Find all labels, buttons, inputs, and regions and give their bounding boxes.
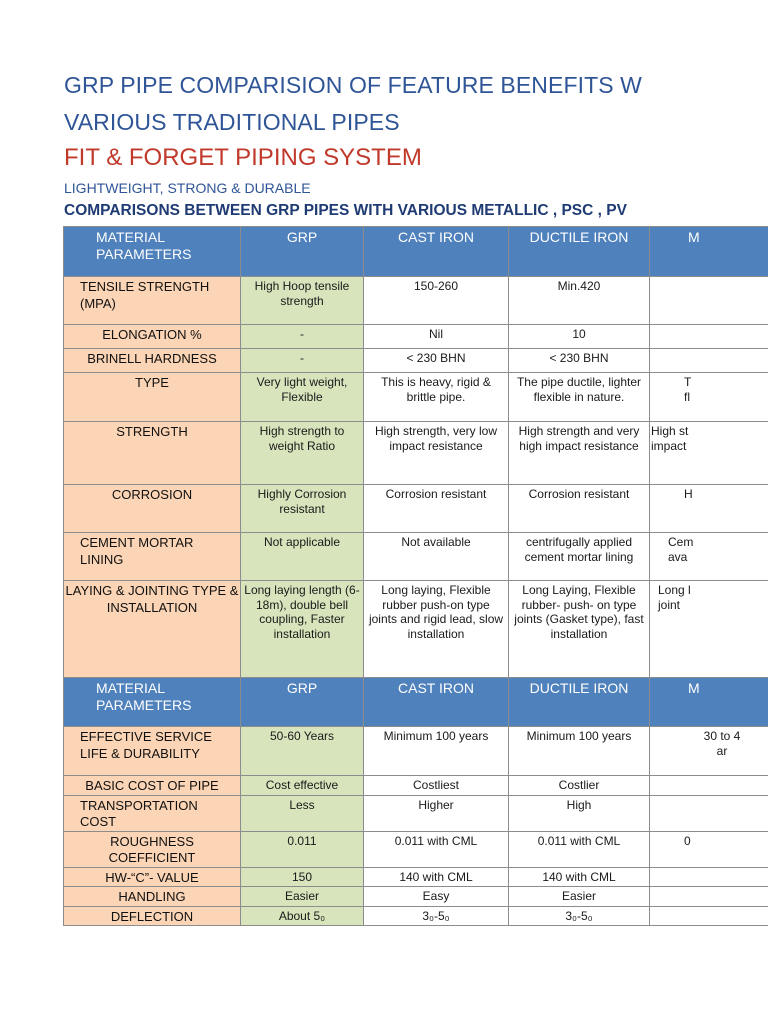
table-row <box>64 485 768 533</box>
cell-next: High st impact <box>650 422 768 485</box>
cell-ductile-iron: The pipe ductile, lighter flexible in nature. <box>509 373 650 422</box>
row-label: TYPE <box>64 373 241 422</box>
table-row <box>64 581 768 678</box>
comparison-table-wrapper <box>63 226 768 926</box>
cell-next: 0 <box>650 831 768 867</box>
table-header-row <box>64 227 768 277</box>
cell-next <box>650 795 768 831</box>
title-line-2: VARIOUS TRADITIONAL PIPES <box>64 109 400 135</box>
cell-ductile-iron: 10 <box>509 325 650 349</box>
row-label: BASIC COST OF PIPE <box>64 776 241 796</box>
cell-ductile-iron: High <box>509 795 650 831</box>
cell-grp: About 5₀ <box>241 906 364 926</box>
cell-cast-iron: < 230 BHN <box>364 349 509 373</box>
cell-grp: 150 <box>241 867 364 887</box>
row-label: ROUGHNESS COEFFICIENT <box>64 831 241 867</box>
cell-next: T fl <box>650 373 768 422</box>
table-row <box>64 727 768 776</box>
cell-grp: High Hoop tensile strength <box>241 277 364 325</box>
cell-ductile-iron: Costlier <box>509 776 650 796</box>
table-row <box>64 277 768 325</box>
row-label: CORROSION <box>64 485 241 533</box>
cell-cast-iron: 3₀-5₀ <box>364 906 509 926</box>
cell-grp: Long laying length (6-18m), double bell coupling, Faster installation <box>241 581 364 678</box>
cell-ductile-iron: 140 with CML <box>509 867 650 887</box>
table-row <box>64 349 768 373</box>
cell-next: Cem ava <box>650 533 768 581</box>
cell-next <box>650 776 768 796</box>
cell-cast-iron: Higher <box>364 795 509 831</box>
comparison-heading: COMPARISONS BETWEEN GRP PIPES WITH VARIOUS METALLIC , PSC , PV <box>64 202 627 219</box>
cell-cast-iron: Not available <box>364 533 509 581</box>
table-row <box>64 795 768 831</box>
cell-grp: Not applicable <box>241 533 364 581</box>
cell-ductile-iron: 0.011 with CML <box>509 831 650 867</box>
cell-next <box>650 906 768 926</box>
row-label: LAYING & JOINTING TYPE & INSTALLATION <box>64 581 241 678</box>
cell-cast-iron: High strength, very low impact resistance <box>364 422 509 485</box>
header-parameters: MATERIAL PARAMETERS <box>64 227 241 277</box>
cell-grp: Easier <box>241 887 364 907</box>
cell-grp: Very light weight, Flexible <box>241 373 364 422</box>
cell-cast-iron: 0.011 with CML <box>364 831 509 867</box>
cell-next: 30 to 4 ar <box>650 727 768 776</box>
cell-next <box>650 277 768 325</box>
row-label: TENSILE STRENGTH (MPA) <box>64 277 241 325</box>
cell-cast-iron: Nil <box>364 325 509 349</box>
cell-ductile-iron: Minimum 100 years <box>509 727 650 776</box>
cell-grp: Highly Corrosion resistant <box>241 485 364 533</box>
row-label: TRANSPORTATION COST <box>64 795 241 831</box>
cell-grp: High strength to weight Ratio <box>241 422 364 485</box>
table-row <box>64 422 768 485</box>
row-label: CEMENT MORTAR LINING <box>64 533 241 581</box>
row-label: ELONGATION % <box>64 325 241 349</box>
row-label: BRINELL HARDNESS <box>64 349 241 373</box>
cell-cast-iron: Corrosion resistant <box>364 485 509 533</box>
row-label: HW-“C”- VALUE <box>64 867 241 887</box>
cell-ductile-iron: Corrosion resistant <box>509 485 650 533</box>
cell-cast-iron: Easy <box>364 887 509 907</box>
subtitle: FIT & FORGET PIPING SYSTEM <box>64 144 422 171</box>
header-grp: GRP <box>241 227 364 277</box>
cell-grp: 50-60 Years <box>241 727 364 776</box>
table-row <box>64 373 768 422</box>
cell-next <box>650 349 768 373</box>
table-header-row-repeat <box>64 678 768 727</box>
row-label: DEFLECTION <box>64 906 241 926</box>
comparison-table <box>63 226 768 926</box>
cell-ductile-iron: 3₀-5₀ <box>509 906 650 926</box>
cell-cast-iron: Long laying, Flexible rubber push-on type joints and rigid lead, slow installation <box>364 581 509 678</box>
cell-cast-iron: 150-260 <box>364 277 509 325</box>
table-row <box>64 831 768 867</box>
table-row <box>64 867 768 887</box>
header-grp: GRP <box>241 678 364 727</box>
header-ductile-iron: DUCTILE IRON <box>509 678 650 727</box>
cell-grp: Cost effective <box>241 776 364 796</box>
tagline: LIGHTWEIGHT, STRONG & DURABLE <box>64 180 311 196</box>
cell-next <box>650 887 768 907</box>
cell-next <box>650 325 768 349</box>
cell-cast-iron: 140 with CML <box>364 867 509 887</box>
row-label: STRENGTH <box>64 422 241 485</box>
header-cast-iron: CAST IRON <box>364 678 509 727</box>
table-row <box>64 906 768 926</box>
cell-next: Long l joint <box>650 581 768 678</box>
header-next-column: M <box>650 678 768 727</box>
cell-next: H <box>650 485 768 533</box>
table-row <box>64 533 768 581</box>
row-label: HANDLING <box>64 887 241 907</box>
cell-cast-iron: Costliest <box>364 776 509 796</box>
cell-ductile-iron: Long Laying, Flexible rubber- push- on type joints (Gasket type), fast installation <box>509 581 650 678</box>
table-row <box>64 325 768 349</box>
cell-ductile-iron: High strength and very high impact resistance <box>509 422 650 485</box>
header-cast-iron: CAST IRON <box>364 227 509 277</box>
cell-ductile-iron: centrifugally applied cement mortar lining <box>509 533 650 581</box>
cell-next <box>650 867 768 887</box>
header-ductile-iron: DUCTILE IRON <box>509 227 650 277</box>
cell-grp: Less <box>241 795 364 831</box>
header-parameters: MATERIAL PARAMETERS <box>64 678 241 727</box>
cell-cast-iron: This is heavy, rigid & brittle pipe. <box>364 373 509 422</box>
cell-ductile-iron: < 230 BHN <box>509 349 650 373</box>
title-line-1: GRP PIPE COMPARISION OF FEATURE BENEFITS W <box>64 72 642 98</box>
cell-cast-iron: Minimum 100 years <box>364 727 509 776</box>
table-row <box>64 887 768 907</box>
header-next-column: M <box>650 227 768 277</box>
row-label: EFFECTIVE SERVICE LIFE & DURABILITY <box>64 727 241 776</box>
cell-ductile-iron: Min.420 <box>509 277 650 325</box>
cell-grp: - <box>241 349 364 373</box>
cell-grp: - <box>241 325 364 349</box>
cell-ductile-iron: Easier <box>509 887 650 907</box>
cell-grp: 0.011 <box>241 831 364 867</box>
table-row <box>64 776 768 796</box>
